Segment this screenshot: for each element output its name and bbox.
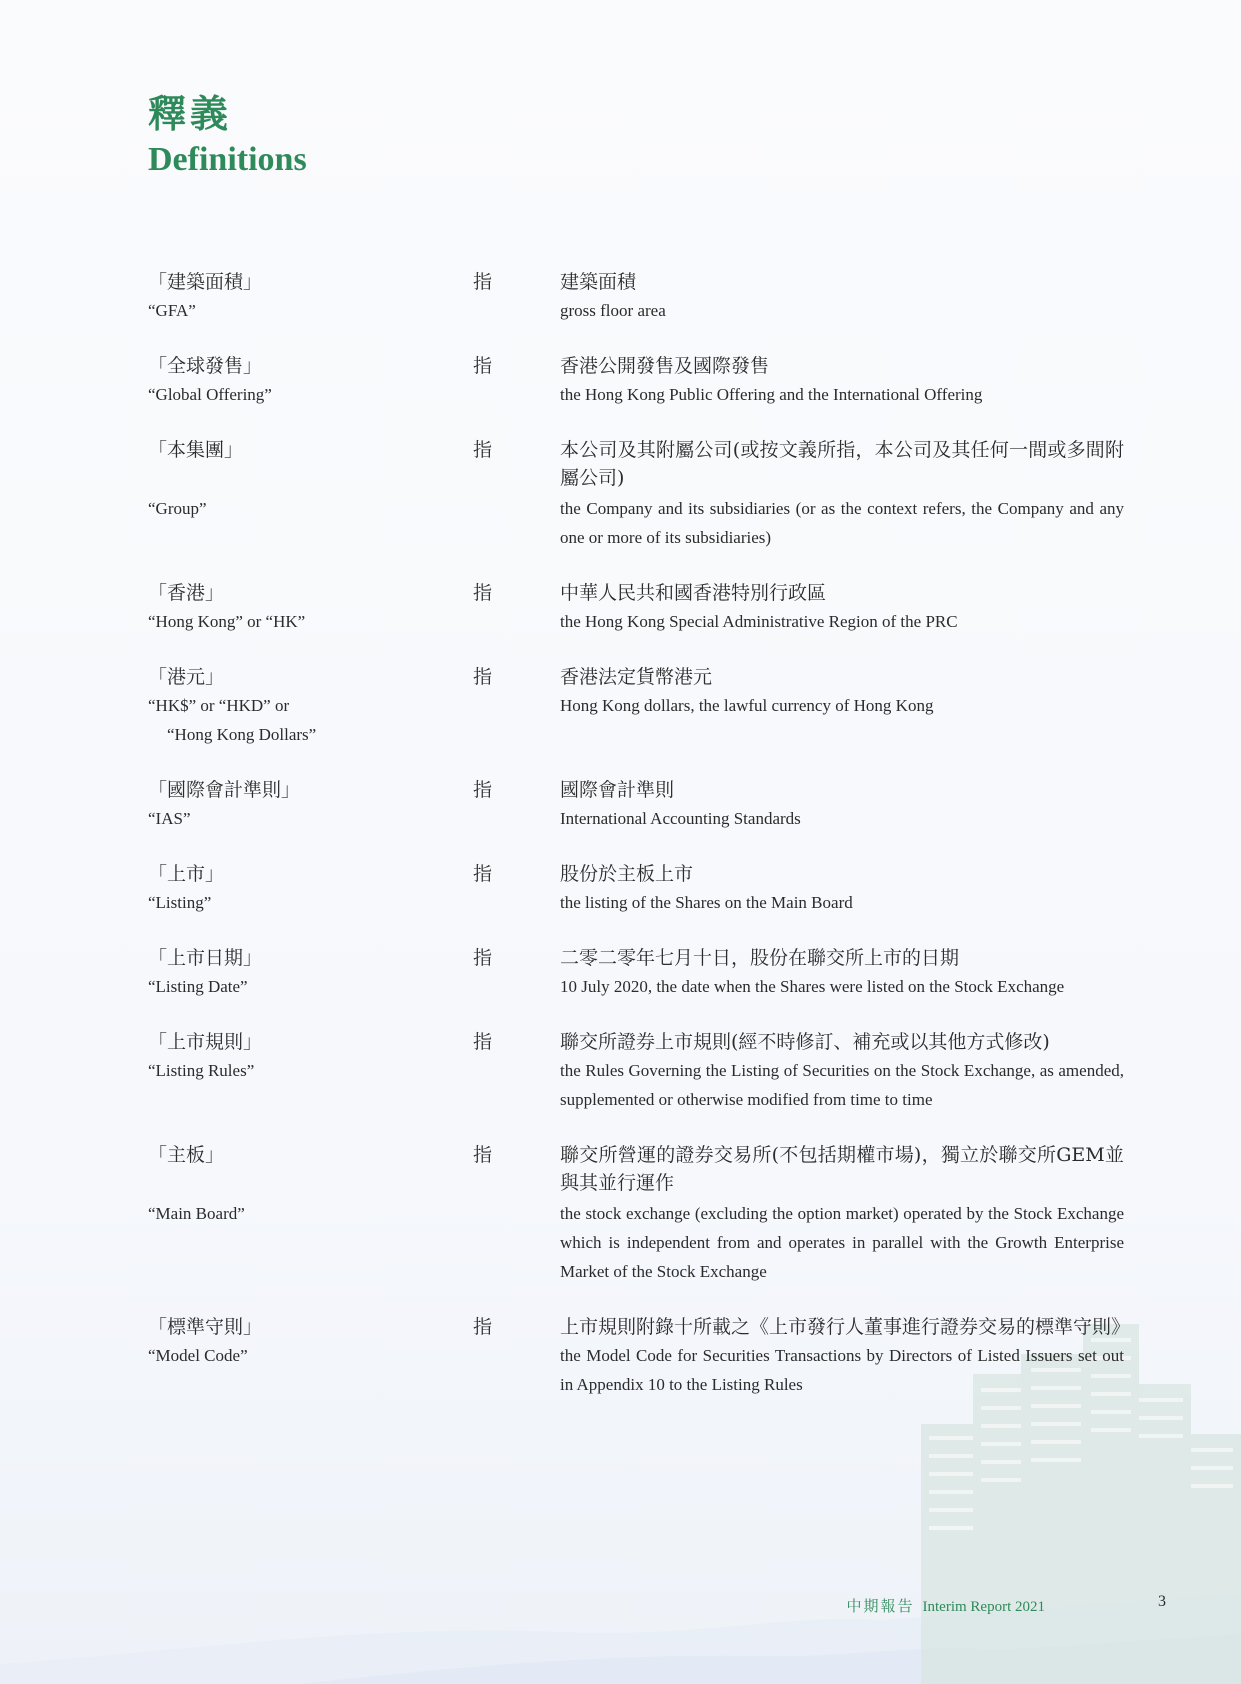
term-en: “Main Board” [148,1204,245,1223]
term-cell [148,1028,473,1114]
definition-cell [560,1199,1124,1286]
definition-entry [148,1313,1131,1399]
footer-zh: 中期報告 [846,1597,915,1615]
means-label: 指 [473,583,493,604]
page-title-zh: 釋義 [148,91,233,136]
definition-entry [148,944,1124,1001]
definition-row [148,663,1124,749]
definition-entry [148,436,1124,552]
definition-zh: 本公司及其附屬公司(或按文義所指，本公司及其任何一間或多間附屬公司) [560,439,1124,489]
definition-en: the listing of the Shares on the Main Board [560,893,853,912]
term-en: “Listing Rules” [148,1061,255,1080]
definition-zh: 香港法定貨幣港元 [560,666,713,688]
definition-zh: 國際會計準則 [560,779,675,801]
definition-entry [148,1141,1124,1286]
definition-entry [148,579,1124,636]
definition-zh: 聯交所證券上市規則(經不時修訂、補充或以其他方式修改) [560,1031,1050,1053]
definition-entry [148,268,1124,325]
term-zh: 「港元」 [148,666,225,688]
definition-cell [560,436,1124,492]
definition-zh: 二零二零年七月十日，股份在聯交所上市的日期 [560,947,960,969]
means-label: 指 [473,780,493,801]
footer-en: Interim Report 2021 [922,1599,1045,1615]
spacer [473,494,560,552]
definition-en: the Rules Governing the Listing of Securities on the Stock Exchange, as amended, supplemented or otherwise modified from time to time [560,1061,1124,1109]
term-en: “Hong Kong” or “HK” [148,612,306,631]
term-cell [148,663,473,749]
means-label: 指 [473,667,493,688]
term-en: “Hong Kong Dollars” [167,725,317,744]
definition-entry [148,663,1124,749]
definitions-list [148,268,1131,1426]
definition-row [148,1313,1131,1399]
term-en: “Listing” [148,893,212,912]
means-label: 指 [473,1317,493,1338]
term-cell [148,579,473,636]
term-cell [148,1141,473,1197]
definition-cell [560,944,1124,1001]
means-label: 指 [473,948,493,969]
spacer [473,1199,560,1286]
page-title-en: Definitions [148,141,307,178]
definition-entry [148,776,1124,833]
definition-en: 10 July 2020, the date when the Shares were listed on the Stock Exchange [560,977,1065,996]
term-zh: 「香港」 [148,582,225,604]
term-en: “Model Code” [148,1346,248,1365]
page-title-block [148,90,307,180]
definition-cell [560,860,1124,917]
definition-zh: 香港公開發售及國際發售 [560,355,770,377]
definition-cell [560,1141,1124,1197]
term-en: “Global Offering” [148,385,272,404]
term-en: “Group” [148,499,207,518]
definition-cell [560,776,1124,833]
definition-cell [560,352,1124,409]
term-zh: 「標準守則」 [148,1316,263,1338]
term-cell [148,1313,473,1399]
means-label: 指 [473,864,493,885]
term-en: “Listing Date” [148,977,248,996]
definition-row [148,268,1124,325]
definition-en: the Hong Kong Public Offering and the International Offering [560,385,983,404]
definition-row [148,352,1124,409]
definition-entry [148,352,1124,409]
term-en: “GFA” [148,301,196,320]
definition-en: International Accounting Standards [560,809,801,828]
term-cell [148,1199,473,1286]
definition-zh: 上市規則附錄十所載之《上市發行人董事進行證券交易的標準守則》 [560,1316,1131,1338]
definition-row [148,860,1124,917]
definition-row-zh [148,1141,1124,1197]
term-zh: 「上市規則」 [148,1031,263,1053]
definition-en: gross floor area [560,301,666,320]
definition-entry [148,1028,1124,1114]
term-zh: 「主板」 [148,1144,225,1166]
definition-cell [560,494,1124,552]
definition-row [148,776,1124,833]
term-zh: 「國際會計準則」 [148,779,301,801]
definition-row [148,1028,1124,1114]
footer-report-label [847,1595,1046,1616]
term-en: “HK$” or “HKD” or [148,696,290,715]
definition-entry [148,860,1124,917]
definition-cell [560,663,1124,749]
term-zh: 「建築面積」 [148,271,263,293]
page-number: 3 [1158,1593,1166,1610]
term-cell [148,268,473,325]
term-cell [148,944,473,1001]
definition-cell [560,1313,1131,1399]
definition-row-en [148,494,1124,552]
term-cell [148,860,473,917]
definition-row [148,944,1124,1001]
definition-cell [560,1028,1124,1114]
definition-zh: 股份於主板上市 [560,863,694,885]
means-label: 指 [473,356,493,377]
term-cell [148,436,473,492]
definition-zh: 中華人民共和國香港特別行政區 [560,582,827,604]
term-zh: 「上市日期」 [148,947,263,969]
definition-en: the Company and its subsidiaries (or as the context refers, the Company and any one or more of its subsidiaries) [560,499,1124,547]
definition-zh: 聯交所營運的證券交易所(不包括期權市場)，獨立於聯交所GEM並與其並行運作 [560,1144,1124,1194]
definition-en: the stock exchange (excluding the option market) operated by the Stock Exchange which is independent from and operates in parallel with the Growth Enterprise Market of the Stock Exchange [560,1204,1124,1281]
means-label: 指 [473,272,493,293]
definition-cell [560,268,1124,325]
definition-en: Hong Kong dollars, the lawful currency of Hong Kong [560,696,934,715]
definition-en: the Model Code for Securities Transactions by Directors of Listed Issuers set out in Appendix 10 to the Listing Rules [560,1346,1124,1394]
term-cell [148,494,473,552]
definition-en: the Hong Kong Special Administrative Region of the PRC [560,612,958,631]
term-cell [148,352,473,409]
means-label: 指 [473,440,493,461]
term-zh: 「全球發售」 [148,355,263,377]
definition-row [148,579,1124,636]
term-zh: 「上市」 [148,863,225,885]
term-en: “IAS” [148,809,191,828]
definition-row-zh [148,436,1124,492]
means-label: 指 [473,1032,493,1053]
term-cell [148,776,473,833]
definition-row-en [148,1199,1124,1286]
means-label: 指 [473,1145,493,1166]
definition-zh: 建築面積 [560,271,637,293]
definition-cell [560,579,1124,636]
term-zh: 「本集團」 [148,439,244,461]
